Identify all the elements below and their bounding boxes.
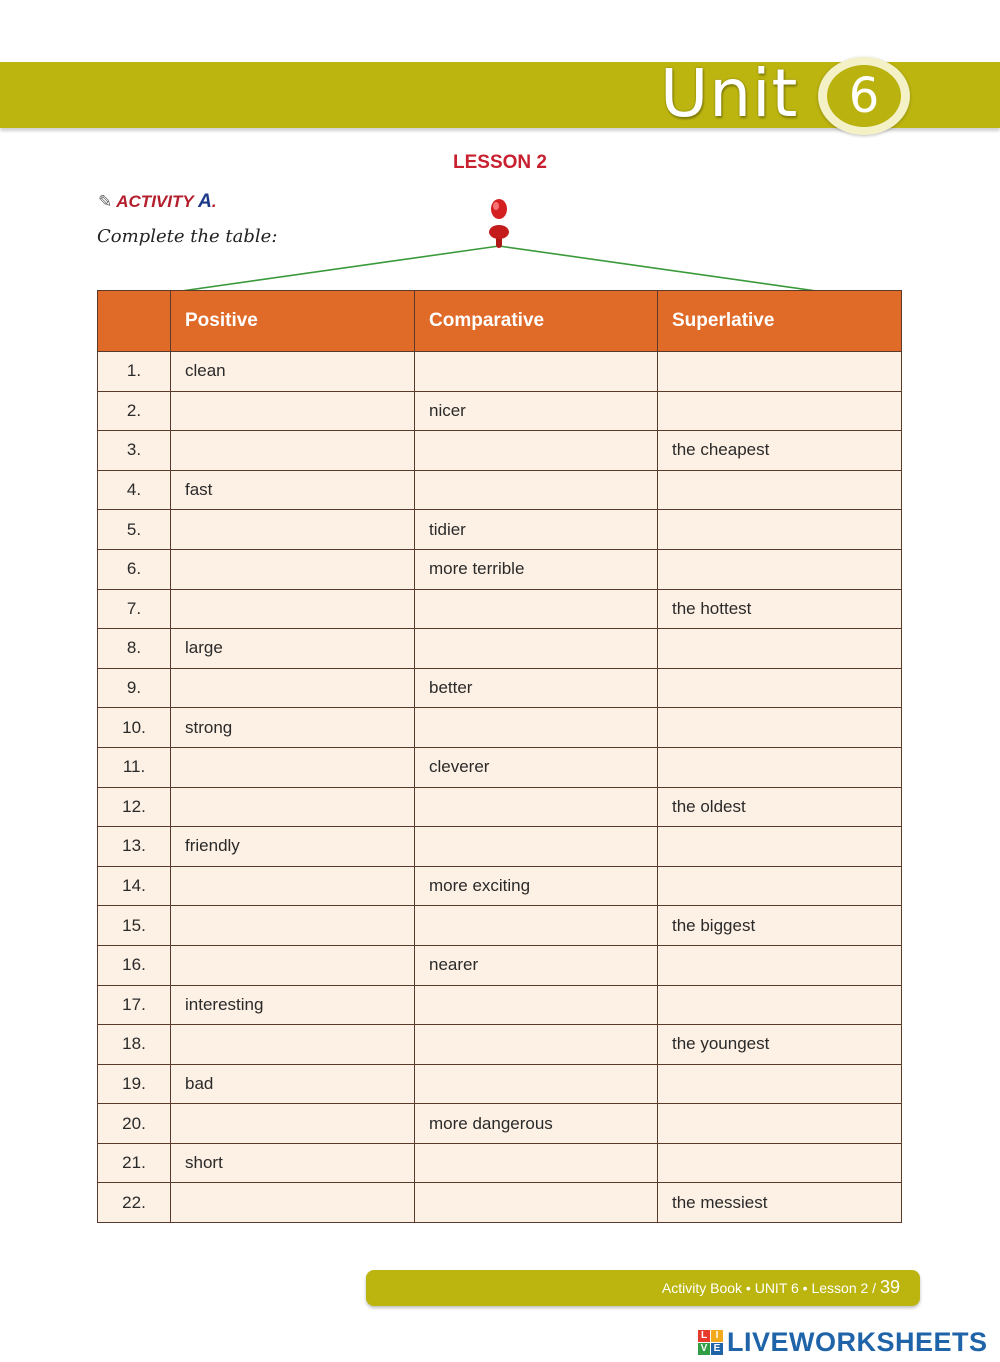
instruction-text: Complete the table: <box>97 226 278 247</box>
comparative-cell[interactable] <box>415 1183 658 1223</box>
table-row <box>98 431 902 471</box>
table-row <box>98 510 902 550</box>
page-number: 39 <box>879 1277 900 1297</box>
pushpin-icon <box>489 199 509 248</box>
positive-cell[interactable] <box>171 391 415 431</box>
table-row <box>98 391 902 431</box>
unit-number: 6 <box>827 65 901 127</box>
row-number: 7. <box>98 589 171 629</box>
header-positive: Positive <box>171 291 415 352</box>
table-row <box>98 1143 902 1183</box>
comparative-cell[interactable] <box>415 906 658 946</box>
liveworksheets-brand <box>698 1326 988 1358</box>
positive-cell[interactable] <box>171 787 415 827</box>
header-comparative: Comparative <box>415 291 658 352</box>
row-number: 8. <box>98 629 171 669</box>
comparative-cell[interactable] <box>415 470 658 510</box>
logo-letter: L <box>698 1330 710 1342</box>
comparative-cell[interactable] <box>415 1064 658 1104</box>
positive-cell: large <box>171 629 415 669</box>
positive-cell: clean <box>171 352 415 392</box>
positive-cell[interactable] <box>171 945 415 985</box>
superlative-cell: the cheapest <box>658 431 902 471</box>
positive-cell: fast <box>171 470 415 510</box>
positive-cell: interesting <box>171 985 415 1025</box>
table-row <box>98 589 902 629</box>
superlative-cell: the youngest <box>658 1025 902 1065</box>
comparative-cell[interactable] <box>415 1025 658 1065</box>
comparative-cell[interactable] <box>415 827 658 867</box>
positive-cell[interactable] <box>171 549 415 589</box>
table-row <box>98 906 902 946</box>
positive-cell[interactable] <box>171 1025 415 1065</box>
row-number: 14. <box>98 866 171 906</box>
superlative-cell: the hottest <box>658 589 902 629</box>
table-header-row <box>98 291 902 352</box>
header-number <box>98 291 171 352</box>
superlative-cell: the biggest <box>658 906 902 946</box>
footer-label: Activity Book • UNIT 6 • Lesson 2 <box>661 1280 869 1296</box>
liveworksheets-name: LIVEWORKSHEETS <box>727 1326 988 1357</box>
superlative-cell[interactable] <box>658 629 902 669</box>
degrees-of-comparison-table <box>97 290 902 1223</box>
row-number: 5. <box>98 510 171 550</box>
header-superlative: Superlative <box>658 291 902 352</box>
pushpin-string-decoration <box>0 0 1000 310</box>
row-number: 4. <box>98 470 171 510</box>
row-number: 13. <box>98 827 171 867</box>
activity-label: ACTIVITY <box>116 192 194 211</box>
activity-letter: A <box>198 191 212 212</box>
table-row <box>98 1025 902 1065</box>
superlative-cell[interactable] <box>658 668 902 708</box>
comparative-cell: better <box>415 668 658 708</box>
table-row <box>98 747 902 787</box>
row-number: 15. <box>98 906 171 946</box>
row-number: 18. <box>98 1025 171 1065</box>
row-number: 21. <box>98 1143 171 1183</box>
table-row <box>98 708 902 748</box>
footer-text <box>662 1277 900 1298</box>
liveworksheets-logo-icon <box>698 1330 723 1355</box>
superlative-cell[interactable] <box>658 945 902 985</box>
positive-cell: friendly <box>171 827 415 867</box>
row-number: 1. <box>98 352 171 392</box>
table-row <box>98 549 902 589</box>
logo-letter: I <box>711 1330 723 1342</box>
positive-cell: strong <box>171 708 415 748</box>
row-number: 11. <box>98 747 171 787</box>
table-row <box>98 352 902 392</box>
comparative-cell: tidier <box>415 510 658 550</box>
superlative-cell[interactable] <box>658 549 902 589</box>
table-row <box>98 1104 902 1144</box>
superlative-cell[interactable] <box>658 391 902 431</box>
positive-cell[interactable] <box>171 668 415 708</box>
table-row <box>98 629 902 669</box>
comparative-cell: more terrible <box>415 549 658 589</box>
unit-title: Unit <box>660 55 799 132</box>
superlative-cell[interactable] <box>658 985 902 1025</box>
table-row <box>98 787 902 827</box>
activity-punct: . <box>211 192 217 211</box>
superlative-cell[interactable] <box>658 1104 902 1144</box>
comparative-cell: nicer <box>415 391 658 431</box>
footer-separator: / <box>868 1280 880 1296</box>
table-row <box>98 827 902 867</box>
row-number: 20. <box>98 1104 171 1144</box>
superlative-cell[interactable] <box>658 866 902 906</box>
positive-cell: short <box>171 1143 415 1183</box>
row-number: 3. <box>98 431 171 471</box>
table-row <box>98 866 902 906</box>
superlative-cell[interactable] <box>658 352 902 392</box>
row-number: 19. <box>98 1064 171 1104</box>
row-number: 16. <box>98 945 171 985</box>
comparative-cell: nearer <box>415 945 658 985</box>
comparative-cell[interactable] <box>415 629 658 669</box>
footer-bar <box>366 1270 920 1306</box>
row-number: 6. <box>98 549 171 589</box>
logo-letter: V <box>698 1343 710 1355</box>
superlative-cell: the messiest <box>658 1183 902 1223</box>
superlative-cell[interactable] <box>658 510 902 550</box>
comparative-cell[interactable] <box>415 708 658 748</box>
comparative-cell[interactable] <box>415 352 658 392</box>
lesson-title: LESSON 2 <box>453 152 547 173</box>
superlative-cell: the oldest <box>658 787 902 827</box>
table-row <box>98 985 902 1025</box>
row-number: 10. <box>98 708 171 748</box>
comparative-cell: more dangerous <box>415 1104 658 1144</box>
comparative-cell[interactable] <box>415 985 658 1025</box>
row-number: 12. <box>98 787 171 827</box>
comparative-cell: more exciting <box>415 866 658 906</box>
pencil-icon: ✎ <box>98 192 113 211</box>
positive-cell[interactable] <box>171 1183 415 1223</box>
comparative-cell[interactable] <box>415 1143 658 1183</box>
comparative-cell: cleverer <box>415 747 658 787</box>
superlative-cell[interactable] <box>658 470 902 510</box>
superlative-cell[interactable] <box>658 1064 902 1104</box>
comparative-cell[interactable] <box>415 589 658 629</box>
positive-cell[interactable] <box>171 906 415 946</box>
row-number: 22. <box>98 1183 171 1223</box>
positive-cell[interactable] <box>171 589 415 629</box>
table-row <box>98 1064 902 1104</box>
table-row <box>98 668 902 708</box>
positive-cell[interactable] <box>171 866 415 906</box>
table-row <box>98 945 902 985</box>
superlative-cell[interactable] <box>658 747 902 787</box>
row-number: 17. <box>98 985 171 1025</box>
comparative-cell[interactable] <box>415 431 658 471</box>
superlative-cell[interactable] <box>658 708 902 748</box>
row-number: 9. <box>98 668 171 708</box>
positive-cell[interactable] <box>171 747 415 787</box>
superlative-cell[interactable] <box>658 827 902 867</box>
table-row <box>98 470 902 510</box>
row-number: 2. <box>98 391 171 431</box>
positive-cell[interactable] <box>171 431 415 471</box>
positive-cell[interactable] <box>171 510 415 550</box>
positive-cell[interactable] <box>171 1104 415 1144</box>
positive-cell: bad <box>171 1064 415 1104</box>
logo-letter: E <box>711 1343 723 1355</box>
superlative-cell[interactable] <box>658 1143 902 1183</box>
comparative-cell[interactable] <box>415 787 658 827</box>
table-row <box>98 1183 902 1223</box>
